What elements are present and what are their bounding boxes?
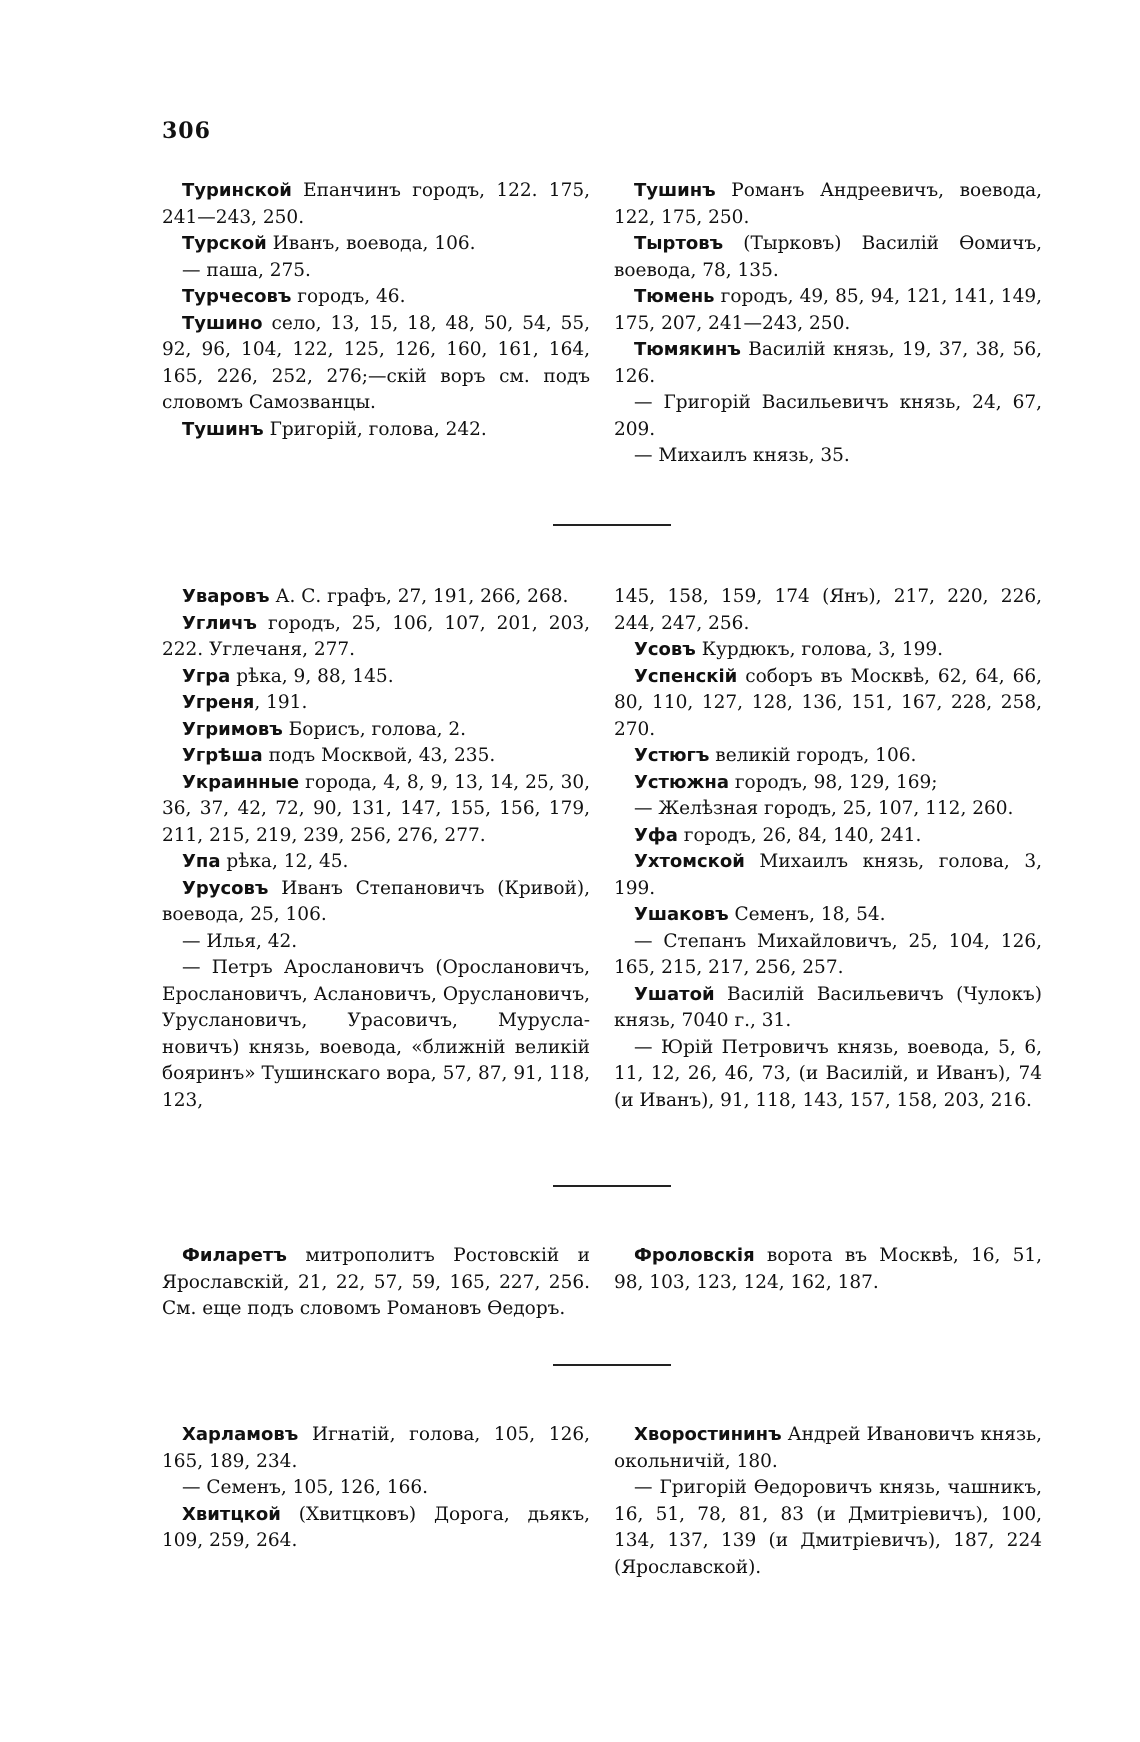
index-entry xyxy=(614,231,1042,284)
entry-text: Иванъ Степановичъ (Кривой), воевода, 25, 106. xyxy=(162,877,590,925)
entry-headword: Хворостининъ xyxy=(634,1424,782,1445)
section-divider xyxy=(553,1185,671,1187)
entry-headword: Хвитцкой xyxy=(182,1503,281,1525)
index-entry xyxy=(162,284,590,311)
entry-headword: Угличъ xyxy=(182,612,257,634)
entry-text: митрополитъ Ростовскій и Ярославскій, 21, 22, 57, 59, 165, 227, 256. См. еще подъ словомъ Романовъ Ѳедоръ. xyxy=(162,1245,590,1319)
entry-headword: Угреня xyxy=(182,692,255,713)
entry-headword: Угра xyxy=(182,665,231,687)
entry-headword: Туринской xyxy=(182,180,292,201)
right-column xyxy=(614,1422,1042,1581)
entry-text: соборъ въ Москвѣ, 62, 64, 66, 80, 110, 127, 128, 136, 151, 167, 228, 258, 270. xyxy=(614,665,1042,740)
index-entry xyxy=(614,1035,1042,1115)
left-column xyxy=(162,1243,590,1323)
left-column xyxy=(162,1422,590,1581)
entry-text: село, 13, 15, 18, 48, 50, 54, 55, 92, 96, 104, 122, 125, 126, 160, 161, 164, 165, 226, 252, 276;—скій воръ см. подъ словомъ Самозванцы. xyxy=(162,312,590,413)
index-entry xyxy=(614,1243,1042,1296)
index-entry xyxy=(614,637,1042,664)
entry-headword: Тыртовъ xyxy=(634,233,724,254)
entry-headword: Угримовъ xyxy=(182,718,283,740)
index-entry xyxy=(162,770,590,850)
entry-text: города, 4, 8, 9, 13, 14, 25, 30, 36, 37, 42, 72, 90, 131, 147, 155, 156, 179, 211, 215, 219, 239, 256, 276, 277. xyxy=(162,771,590,846)
entry-headword: Ушатой xyxy=(634,983,715,1005)
index-entry xyxy=(614,982,1042,1035)
entry-text: Василій Васильевичъ (Чулокъ) князь, 7040 г., 31. xyxy=(614,983,1042,1031)
entry-headword: Харламовъ xyxy=(182,1424,299,1445)
entry-text: городъ, 49, 85, 94, 121, 141, 149, 175, 207, 241—243, 250. xyxy=(614,286,1042,334)
index-entry xyxy=(162,743,590,770)
entry-text: — Григорій Ѳедоровичъ князь, чашникъ, 16, 51, 78, 81, 83 (и Дмитріевичъ), 100, 134, 137, 139 (и Дмитріевичъ), 187, 224 (Ярославской). xyxy=(614,1477,1042,1578)
index-entry xyxy=(162,584,590,611)
entry-headword: Урусовъ xyxy=(182,877,269,899)
entry-text: — Степанъ Михайловичъ, 25, 104, 126, 165, 215, 217, 256, 257. xyxy=(614,930,1042,978)
entry-text: — Илья, 42. xyxy=(182,930,298,952)
index-entry xyxy=(614,664,1042,744)
entry-text: городъ, 98, 129, 169; xyxy=(728,771,938,793)
index-entry xyxy=(162,955,590,1114)
entry-text: Епанчинъ городъ, 122. 175, 241—243, 250. xyxy=(162,180,590,228)
index-entry xyxy=(614,743,1042,770)
entry-text: Курдюкъ, голова, 3, 199. xyxy=(695,639,944,660)
index-entry xyxy=(162,178,590,231)
index-section-t xyxy=(162,178,1042,470)
index-entry xyxy=(162,611,590,664)
entry-text: Борисъ, голова, 2. xyxy=(282,718,467,740)
index-entry xyxy=(614,929,1042,982)
section-divider xyxy=(553,524,671,526)
entry-text: (Тырковъ) Василій Ѳомичъ, воевода, 78, 135. xyxy=(614,233,1042,281)
entry-text: Василій князь, 19, 37, 38, 56, 126. xyxy=(614,339,1042,387)
entry-headword: Тюмякинъ xyxy=(634,339,741,360)
entry-text: Григорій, голова, 242. xyxy=(263,418,487,440)
entry-headword: Упа xyxy=(182,851,221,872)
index-entry xyxy=(614,823,1042,850)
entry-text: Иванъ, воевода, 106. xyxy=(266,233,476,254)
index-entry xyxy=(162,1422,590,1475)
entry-text: А. С. графъ, 27, 191, 266, 268. xyxy=(269,586,569,607)
entry-headword: Успенскій xyxy=(634,665,738,687)
index-entry xyxy=(614,796,1042,823)
page-number: 306 xyxy=(162,118,211,144)
index-entry xyxy=(162,849,590,876)
index-entry xyxy=(162,231,590,258)
entry-headword: Уваровъ xyxy=(182,586,270,607)
entry-text: городъ, 25, 106, 107, 201, 203, 222. Углечаня, 277. xyxy=(162,612,590,660)
entry-text: Романъ Андреевичъ, воевода, 122, 175, 250. xyxy=(614,180,1042,228)
entry-headword: Тюмень xyxy=(634,286,715,307)
index-entry xyxy=(162,664,590,691)
section-divider xyxy=(553,1364,671,1366)
entry-text: Андрей Ивановичъ князь, окольничій, 180. xyxy=(614,1424,1042,1472)
index-entry xyxy=(162,929,590,956)
entry-headword: Украинные xyxy=(182,771,300,793)
entry-text: — Желѣзная городъ, 25, 107, 112, 260. xyxy=(634,798,1014,819)
entry-text: — Григорій Васильевичъ князь, 24, 67, 209. xyxy=(614,392,1042,440)
index-entry xyxy=(614,770,1042,797)
index-entry xyxy=(614,1475,1042,1581)
entry-text: — Юрій Петровичъ князь, воевода, 5, 6, 11, 12, 26, 46, 73, (и Василій, и Иванъ), 74 (и Иванъ), 91, 118, 143, 157, 158, 203, 216. xyxy=(614,1036,1042,1111)
entry-text: — Петръ Арослановичъ (Орослановичъ, Ерослановичъ, Аслановичъ, Оруслановичъ, Уруслановичъ, Урасовичъ, Муруслановичъ) князь, воевода, «ближній великій бояринъ» Тушинскаго вора, 57, 87, 91, 118, 123, xyxy=(162,957,590,1111)
index-entry xyxy=(614,849,1042,902)
entry-headword: Уфа xyxy=(634,824,678,846)
entry-text: — Семенъ, 105, 126, 166. xyxy=(182,1477,429,1498)
entry-headword: Филаретъ xyxy=(182,1245,287,1266)
entry-headword: Устюгъ xyxy=(634,745,710,766)
index-entry xyxy=(614,390,1042,443)
entry-text: 145, 158, 159, 174 (Янъ), 217, 220, 226, 244, 247, 256. xyxy=(614,586,1042,634)
index-section-f xyxy=(162,1243,1042,1323)
entry-text: ворота въ Москвѣ, 16, 51, 98, 103, 123, 124, 162, 187. xyxy=(614,1245,1042,1293)
index-entry xyxy=(162,258,590,285)
entry-text: (Хвитцковъ) Дорога, дьякъ, 109, 259, 264. xyxy=(162,1503,590,1551)
index-entry xyxy=(614,337,1042,390)
index-entry xyxy=(614,443,1042,470)
entry-headword: Турчесовъ xyxy=(182,286,292,307)
right-column xyxy=(614,584,1042,1114)
entry-headword: Угрѣша xyxy=(182,745,263,766)
index-entry xyxy=(162,1243,590,1323)
index-entry xyxy=(162,876,590,929)
index-entry xyxy=(162,1475,590,1502)
right-column xyxy=(614,178,1042,470)
entry-text: , 191. xyxy=(254,692,308,713)
entry-text: — Михаилъ князь, 35. xyxy=(634,445,850,466)
index-entry xyxy=(162,311,590,417)
left-column xyxy=(162,584,590,1114)
entry-headword: Турской xyxy=(182,233,267,254)
index-entry xyxy=(162,1502,590,1555)
entry-text: рѣка, 12, 45. xyxy=(220,851,349,872)
entry-text: — паша, 275. xyxy=(182,259,311,281)
entry-headword: Ухтомской xyxy=(634,851,745,872)
index-entry xyxy=(614,178,1042,231)
entry-text: городъ, 46. xyxy=(291,286,406,307)
entry-headword: Усовъ xyxy=(634,639,696,660)
index-entry xyxy=(614,284,1042,337)
entry-headword: Тушинъ xyxy=(634,180,716,201)
index-section-kh xyxy=(162,1422,1042,1581)
entry-headword: Устюжна xyxy=(634,771,729,793)
index-entry xyxy=(614,902,1042,929)
left-column xyxy=(162,178,590,470)
entry-headword: Ушаковъ xyxy=(634,904,729,925)
entry-text: рѣка, 9, 88, 145. xyxy=(230,665,394,687)
index-section-u xyxy=(162,584,1042,1114)
index-entry xyxy=(162,717,590,744)
entry-text: подъ Москвой, 43, 235. xyxy=(262,745,496,766)
index-entry xyxy=(614,584,1042,637)
right-column xyxy=(614,1243,1042,1323)
entry-text: великій городъ, 106. xyxy=(709,745,917,766)
entry-text: городъ, 26, 84, 140, 241. xyxy=(677,824,922,846)
entry-text: Михаилъ князь, голова, 3, 199. xyxy=(614,851,1042,899)
entry-text: Семенъ, 18, 54. xyxy=(728,904,886,925)
entry-text: Игнатій, голова, 105, 126, 165, 189, 234. xyxy=(162,1424,590,1472)
index-entry xyxy=(162,690,590,717)
index-entry xyxy=(162,417,590,444)
entry-headword: Тушино xyxy=(182,312,263,334)
index-entry xyxy=(614,1422,1042,1475)
entry-headword: Тушинъ xyxy=(182,418,264,440)
entry-headword: Фроловскія xyxy=(634,1245,755,1266)
